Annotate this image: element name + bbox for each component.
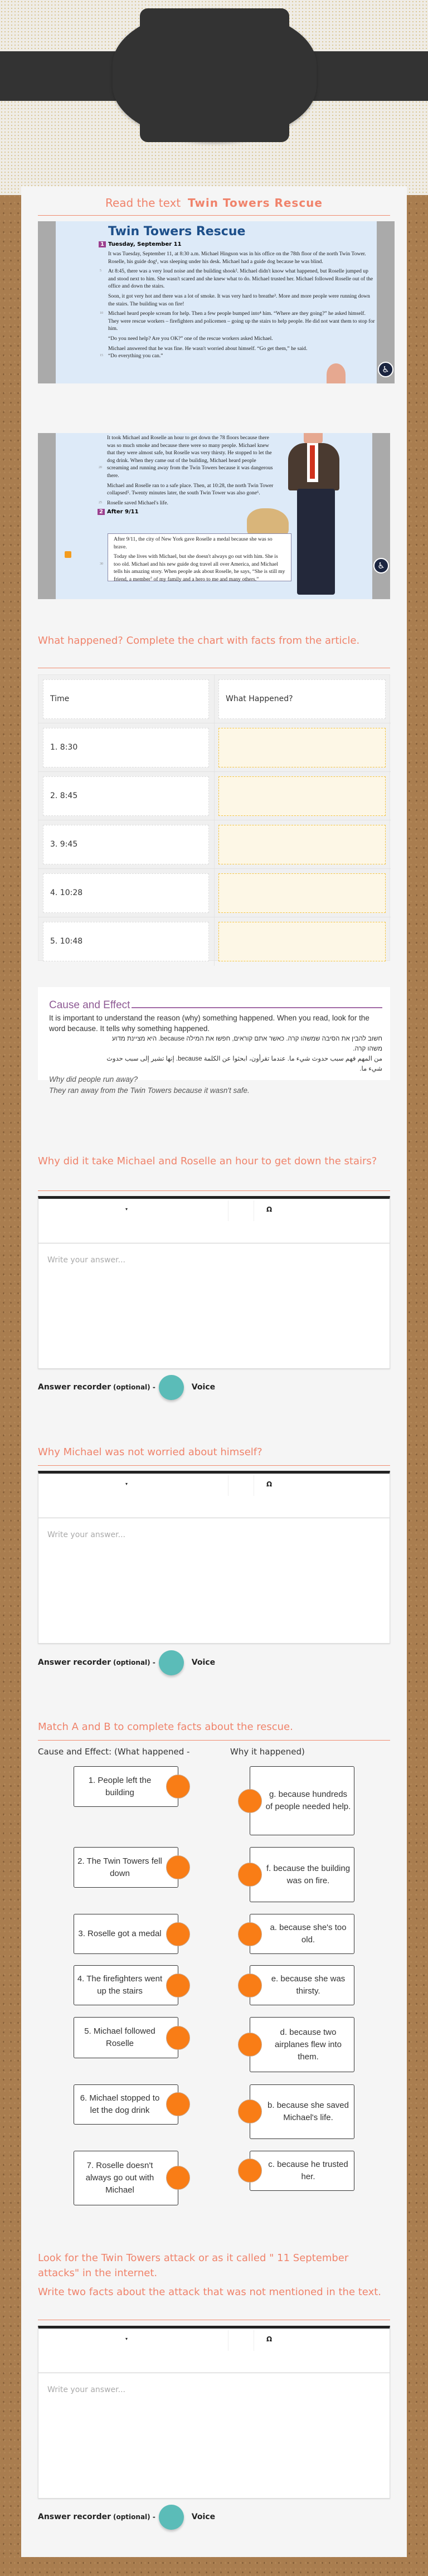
record-voice-button[interactable] (159, 2505, 184, 2530)
article-paragraph (100, 310, 376, 333)
cause-effect-box (38, 987, 390, 1095)
record-voice-button[interactable] (159, 1375, 184, 1400)
article-paragraph (99, 499, 274, 507)
scan-margin (377, 221, 395, 383)
answer-recorder (38, 1650, 261, 1675)
match-item-b[interactable]: g. because hundreds of people needed help. (250, 1766, 354, 1835)
example-question: Why did people run away? (49, 1075, 138, 1083)
editor-toolbar (38, 2329, 390, 2373)
paragraph-text: Today she lives with Michael, but she doesn't always go out with him. She is too old. Michael and his new guide dog travel all over America, and Michael tells his amazing story. When people ask about Roselle, he says, “She is still my friend, a member⁷ of my family and a hero to me and many others.” (114, 553, 285, 582)
line-number: 25 (99, 500, 102, 504)
scan-margin (38, 221, 56, 383)
section-title: After 9/11 (106, 509, 139, 516)
article-paragraph: “Do you need help? Are you OK?” one of the rescue workers asked Michael. (108, 335, 273, 342)
recorder-optional: (optional) - (113, 1383, 155, 1391)
article-paragraph: After 9/11, the city of New York gave Roselle a medal because she was so brave. (114, 536, 273, 550)
section-heading (99, 241, 376, 247)
match-item-b[interactable]: f. because the building was on fire. (250, 1847, 354, 1902)
match-item-a[interactable]: 5. Michael followed Roselle (74, 2017, 178, 2058)
article-paragraph (100, 553, 285, 583)
time-cell: 4. 10:28 (43, 873, 209, 913)
article-paragraph: Michael and Roselle ran to a safe place. Then, at 10:28, the north Twin Tower collapsed⁵. Twenty minutes later, the south Twin Tower was also gone⁶. (107, 482, 274, 497)
match-connector-handle[interactable] (238, 1789, 262, 1813)
article-paragraph: Soon, it got very hot and there was a lot of smoke. It was very hard to breathe³. More and more people were running down the stairs. The building was on fire! (108, 293, 370, 307)
header-time: Time (43, 679, 209, 719)
question-heading: Why Michael was not worried about himself? (38, 1446, 262, 1458)
question-heading: Why did it take Michael and Roselle an hour to get down the stairs? (38, 1155, 377, 1167)
voice-label: Voice (191, 1383, 216, 1392)
match-connector-handle[interactable] (166, 2166, 190, 2190)
format-dropdown[interactable]: ▾ (125, 2336, 128, 2341)
section-heading (98, 509, 274, 515)
table-row (38, 917, 391, 966)
divider (38, 1740, 390, 1741)
match-connector-handle[interactable] (166, 1855, 190, 1879)
match-connector-handle[interactable] (238, 1974, 262, 1997)
match-connector-handle[interactable] (166, 1974, 190, 1997)
recorder-label: Answer recorder (38, 2512, 111, 2521)
answer-editor (38, 2326, 390, 2499)
match-item-a[interactable]: 4. The firefighters went up the stairs (74, 1965, 178, 2005)
time-cell: 5. 10:48 (43, 922, 209, 961)
cause-hebrew: חשוב להבין את הסיבה שמשהו קרה. כאשר אתם קוראים, חפשו את המילה because. היא מציינת מדוע משהו קרה. (111, 1036, 382, 1052)
time-cell: 1. 8:30 (43, 728, 209, 767)
question-heading: Write two facts about the attack that was not mentioned in the text. (38, 2286, 381, 2298)
cause-arabic: من المهم فهم سبب حدوث شيء ما. عندما تقرأون، ابحثوا عن الكلمة because. إنها تشير إلى سبب حدوث شيء ما. (106, 1056, 382, 1072)
accessibility-icon[interactable]: ♿ (373, 558, 389, 573)
match-item-b[interactable]: d. because two airplanes flew into them. (250, 2017, 354, 2072)
read-prefix: Read the text (105, 196, 181, 210)
read-heading (38, 196, 390, 210)
time-cell: 3. 9:45 (43, 825, 209, 864)
paragraph-text: Michael heard people scream for help. Then a few people bumped into⁴ him. “Where are they going?” he asked himself. They were rescue workers – firefighters and policemen – going up the stairs to help people. He did not want them to stop for him. (108, 310, 375, 332)
facts-table (38, 674, 390, 961)
recorder-label: Answer recorder (38, 1658, 111, 1667)
answer-cell[interactable] (218, 922, 386, 961)
match-connector-handle[interactable] (166, 1775, 190, 1799)
match-item-a[interactable]: 1. People left the building (74, 1766, 178, 1807)
answer-input[interactable]: Write your answer... (47, 2385, 125, 2394)
question-heading: Look for the Twin Towers attack or as it called " 11 September attacks" in the internet. (38, 2252, 349, 2279)
column-a-label: Cause and Effect: (What happened - (38, 1747, 190, 1757)
section-title: Tuesday, September 11 (108, 241, 182, 247)
table-header-row (38, 675, 391, 723)
answer-recorder (38, 1374, 261, 1400)
answer-cell[interactable] (218, 825, 386, 864)
example-answer: They ran away from the Twin Towers because it wasn't safe. (49, 1086, 250, 1095)
answer-editor (38, 1471, 390, 1644)
format-dropdown[interactable]: ▾ (125, 1481, 128, 1486)
header-what-happened: What Happened? (218, 679, 386, 719)
voice-label: Voice (191, 2512, 216, 2521)
line-number: 30 (100, 562, 103, 566)
cause-english: It is important to understand the reason (why) something happened. When you read, look for the word because. It tells why something happened. (49, 1014, 369, 1033)
photo-man-head (327, 363, 346, 383)
special-characters-button[interactable]: Ω (266, 1206, 273, 1213)
after-911-box (100, 533, 291, 582)
article-paragraph (100, 345, 314, 360)
cause-effect-title (49, 999, 382, 1012)
question-heading: What happened? Complete the chart with facts from the article. (38, 635, 360, 647)
record-voice-button[interactable] (159, 1650, 184, 1675)
match-connector-handle[interactable] (166, 2026, 190, 2050)
section-number: 2 (98, 509, 105, 515)
match-item-b[interactable]: c. because he trusted her. (250, 2151, 354, 2191)
match-item-b[interactable]: b. because she saved Michael's life. (250, 2084, 354, 2139)
answer-recorder (38, 2504, 261, 2530)
answer-cell[interactable] (218, 728, 386, 767)
match-connector-handle[interactable] (166, 1922, 190, 1946)
audio-icon (65, 551, 71, 558)
line-number: 20 (99, 466, 102, 469)
header-badge (113, 8, 317, 142)
match-item-b[interactable]: e. because she was thirsty. (250, 1965, 354, 2005)
cause-title-text: Cause and Effect (49, 999, 130, 1011)
read-title: Twin Towers Rescue (187, 196, 323, 210)
recorder-optional: (optional) - (113, 2513, 155, 2521)
voice-label: Voice (191, 1658, 216, 1667)
table-row (38, 869, 391, 917)
table-row (38, 772, 391, 820)
match-item-a[interactable]: 7. Roselle doesn't always go out with Michael (74, 2151, 178, 2205)
paragraph-text: At 8:45, there was a very loud noise and the building shook². Michael didn't know what happened, but Roselle jumped up and stood next to him. She wasn't scared and she knew what to do. Michael trusted her. Michael followed Roselle out of the office and down the stairs. (108, 268, 373, 290)
editor-toolbar (38, 1199, 390, 1243)
scan-margin (38, 433, 56, 599)
divider (38, 1465, 390, 1466)
accessibility-icon[interactable]: ♿ (378, 362, 393, 377)
match-connector-handle[interactable] (238, 2099, 262, 2123)
answer-cell[interactable] (218, 776, 386, 816)
divider (38, 215, 390, 216)
match-connector-handle[interactable] (238, 1863, 262, 1887)
editor-toolbar (38, 1474, 390, 1518)
answer-cell[interactable] (218, 873, 386, 913)
match-item-a[interactable]: 3. Roselle got a medal (74, 1914, 178, 1954)
line-number: 10 (100, 312, 103, 315)
table-row (38, 723, 391, 772)
scan-margin (372, 433, 390, 599)
article-paragraph: It was Tuesday, September 11, at 8:30 a.m. Michael Hingson was in his office on the 78th floor of the north Twin Tower. Roselle, his guide dog¹, was sleeping under his desk. Michael had a guide dog because he was blind. (108, 251, 366, 265)
format-dropdown[interactable]: ▾ (125, 1207, 128, 1212)
answer-input[interactable]: Write your answer... (47, 1530, 125, 1539)
answer-input[interactable]: Write your answer... (47, 1256, 125, 1265)
match-connector-handle[interactable] (238, 2033, 262, 2057)
match-connector-handle[interactable] (238, 1922, 262, 1946)
column-b-label: Why it happened) (230, 1747, 305, 1757)
match-connector-handle[interactable] (238, 2159, 262, 2183)
article-image-1 (38, 221, 395, 383)
match-connector-handle[interactable] (166, 2092, 190, 2116)
match-item-b[interactable]: a. because she's too old. (250, 1914, 354, 1954)
recorder-optional: (optional) - (113, 1659, 155, 1666)
question-heading: Match A and B to complete facts about the rescue. (38, 1721, 293, 1733)
special-characters-button[interactable]: Ω (266, 1480, 273, 1488)
section-number: 1 (99, 241, 106, 247)
paragraph-text: Michael answered that he was fine. He wasn't worried about himself. “Go get them,” he said. “Do everything you can.” (108, 345, 308, 359)
paragraph-text: Roselle saved Michael's life. (107, 499, 168, 506)
line-number: 15 (100, 353, 103, 357)
match-item-a[interactable]: 6. Michael stopped to let the dog drink (74, 2084, 178, 2125)
article-image-2 (38, 433, 390, 599)
article-paragraph (99, 434, 274, 480)
answer-editor (38, 1196, 390, 1369)
time-cell: 2. 8:45 (43, 776, 209, 816)
match-item-a[interactable]: 2. The Twin Towers fell down (74, 1847, 178, 1888)
special-characters-button[interactable]: Ω (266, 2335, 273, 2343)
article-paragraph (100, 268, 376, 290)
table-row (38, 820, 391, 869)
line-number: 5 (100, 269, 101, 273)
divider (38, 1190, 390, 1191)
paragraph-text: It took Michael and Roselle an hour to get down the 78 floors because there was so much smoke and because there were so many people. Michael knew that they were almost safe, but Roselle was very thirsty. He stopped to let the dog drink. When they came out of the building, Michael heard people screaming and running away from the Twin Towers because it was dangerous there. (107, 435, 273, 479)
recorder-label: Answer recorder (38, 1383, 111, 1392)
article-title: Twin Towers Rescue (108, 225, 246, 239)
